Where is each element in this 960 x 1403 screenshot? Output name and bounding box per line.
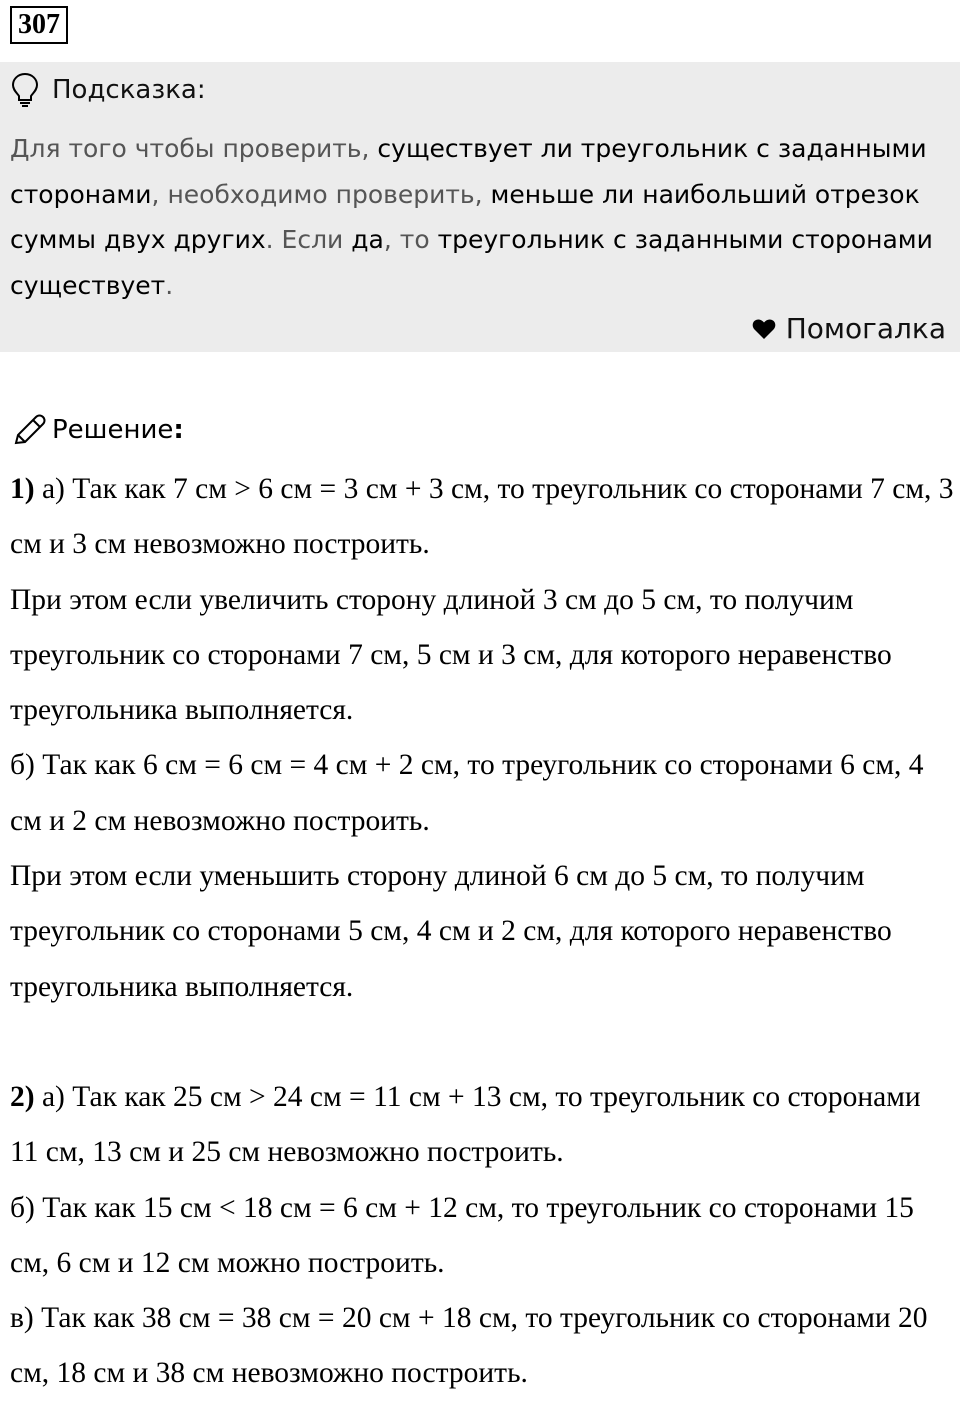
solution-title (52, 415, 184, 445)
solution-title-text: Решение (52, 415, 174, 445)
part2-a-text: а) Так как 25 см > 24 см = 11 см + 13 см, то треугольник со сторонами 11 см, 13 см и 25 см невозможно построить. (10, 1080, 921, 1169)
hint-emphasis: треугольник с заданными сторонами существует (10, 225, 933, 300)
lightbulb-icon (10, 72, 40, 108)
task-number: 307 (10, 6, 68, 44)
pencil-icon (12, 413, 46, 447)
part1-b-note: При этом если уменьшить сторону длиной 6 см до 5 см, то получим треугольник со сторонами 5 см, 4 см и 2 см, для которого неравенство треугольника выполняется. (10, 860, 892, 1003)
hint-text-part: , то (383, 225, 438, 254)
part1-b: б) Так как 6 см = 6 см = 4 см + 2 см, то треугольник со сторонами 6 см, 4 см и 2 см невозможно построить. (10, 749, 924, 837)
hint-header (10, 70, 206, 110)
hint-text-part: , необходимо проверить, (151, 179, 491, 209)
part2-label: 2) (10, 1080, 35, 1113)
hint-text-part: . Если (265, 225, 352, 254)
hint-emphasis: меньше ли наибольший отрезок суммы двух других (10, 179, 920, 254)
part1-a-note: При этом если увеличить сторону длиной 3 см до 5 см, то получим треугольник со сторонами 7 см, 5 см и 3 см, для которого неравенство треугольника выполняется. (10, 583, 892, 727)
solution-header (12, 408, 184, 452)
solution-body (10, 462, 955, 1402)
hint-emphasis: существует ли треугольник с заданными сторонами (10, 134, 927, 209)
hint-emphasis: да (351, 225, 384, 254)
part2-c: в) Так как 38 см = 38 см = 20 см + 18 см, то треугольник со сторонами 20 см, 18 см и 38 см невозможно построить. (10, 1302, 928, 1390)
hint-text (10, 126, 955, 308)
hint-title: Подсказка: (52, 75, 206, 105)
hint-text-part: Для того чтобы проверить, (10, 134, 378, 163)
hint-panel (0, 62, 960, 352)
part1-label: 1) (10, 473, 35, 505)
helper-link[interactable] (752, 312, 946, 345)
helper-label: Помогалка (785, 312, 946, 345)
hint-text-part: . (165, 270, 174, 300)
part2-b: б) Так как 15 см < 18 см = 6 см + 12 см, то треугольник со сторонами 15 см, 6 см и 12 см можно построить. (10, 1191, 914, 1279)
part1-a (10, 462, 955, 573)
part2-a (10, 1070, 955, 1181)
solution-colon: : (173, 415, 184, 445)
part1-a-text: а) Так как 7 см > 6 см = 3 см + 3 см, то треугольник со сторонами 7 см, 3 см и 3 см невозможно построить. (10, 473, 954, 561)
spacer (10, 1015, 955, 1070)
heart-icon (752, 318, 776, 340)
